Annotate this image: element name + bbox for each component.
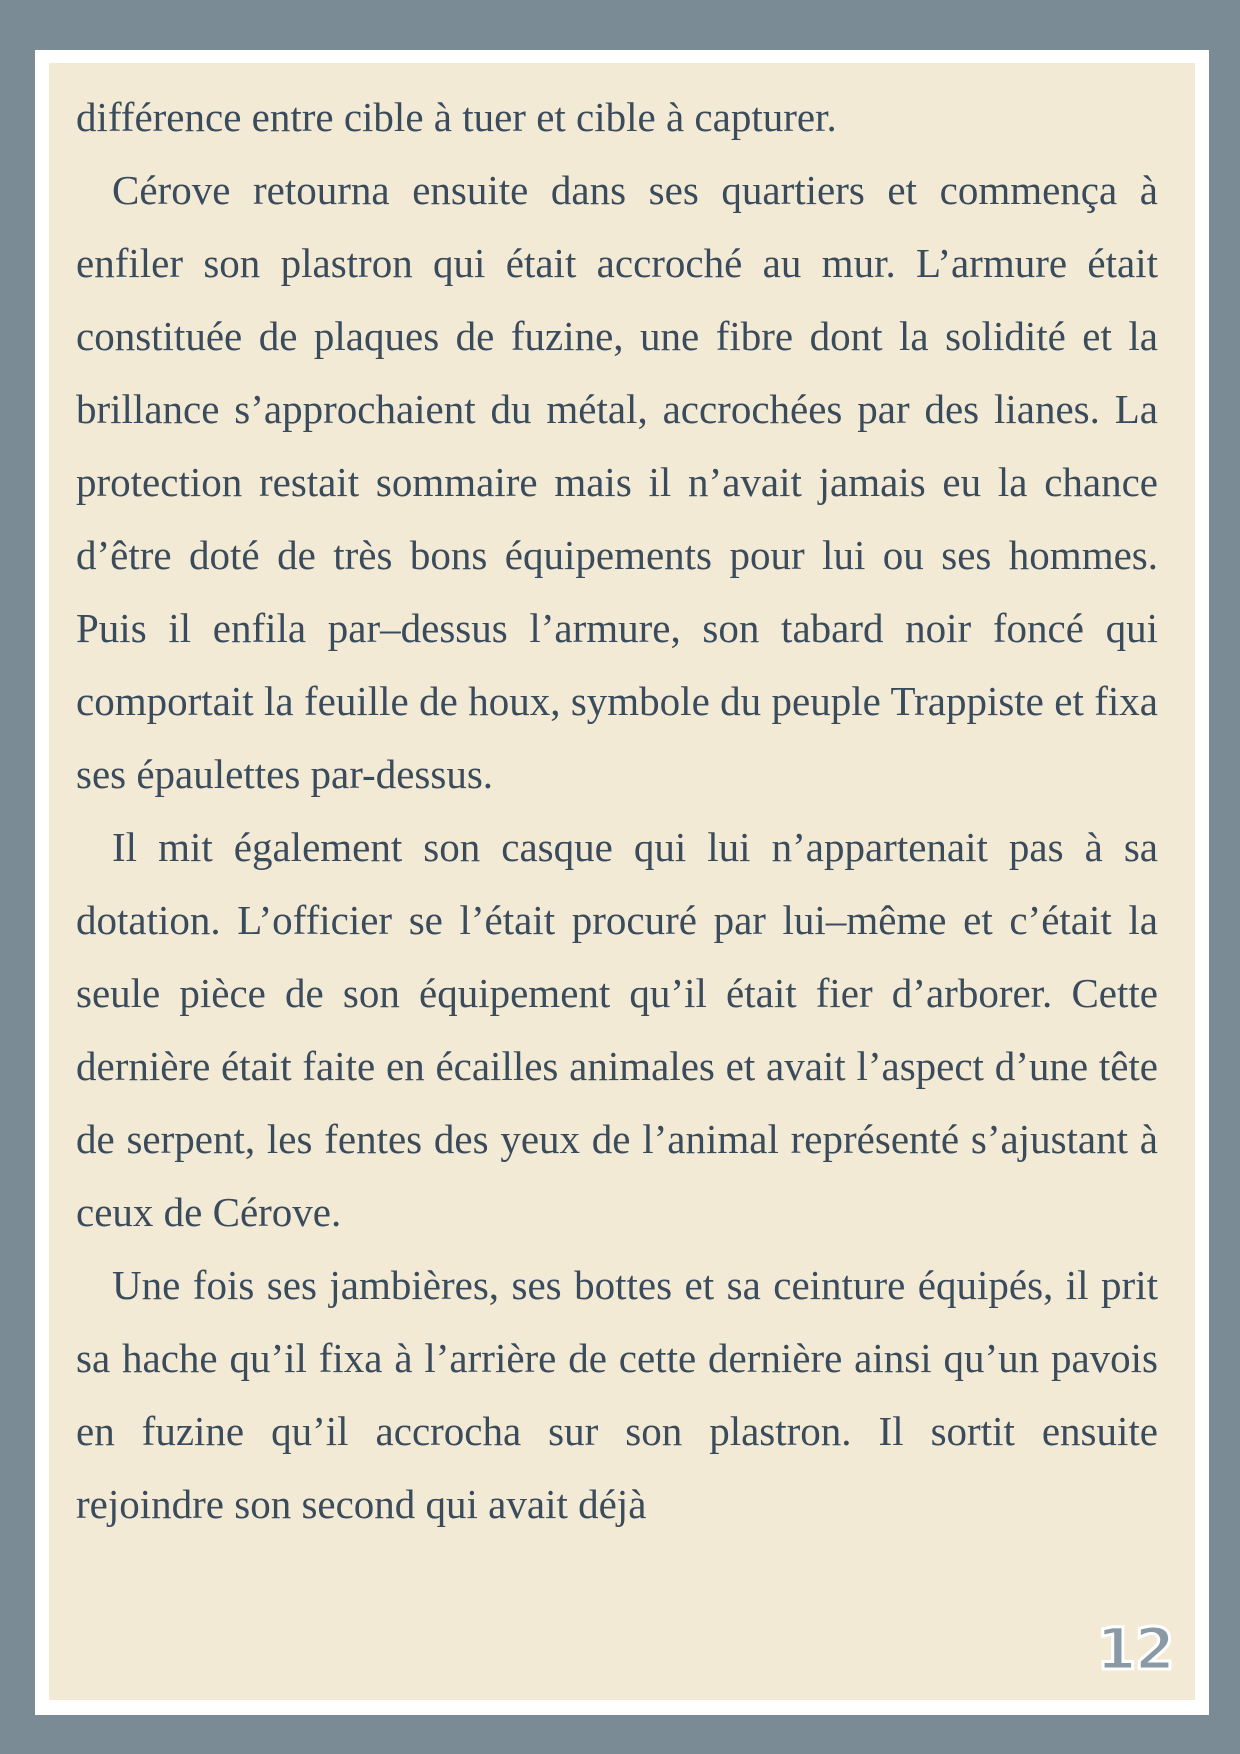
- paragraph-4: Une fois ses jambières, ses bottes et sa ceinture équipés, il prit sa hache qu’il fixa à l’arrière de cette dernière ainsi qu’un pavois en fuzine qu’il accrocha sur son plastron. Il sortit ensuite rejoindre son second qui avait déjà: [76, 1262, 1158, 1527]
- page-frame: [35, 50, 1209, 1715]
- page-content: [49, 63, 1195, 1700]
- page-number: 12: [1096, 1615, 1173, 1683]
- paragraph-2: Cérove retourna ensuite dans ses quartiers et commença à enfiler son plastron qui était accroché au mur. L’armure était constituée de plaques de fuzine, une fibre dont la solidité et la brillance s’approchaient du métal, accrochées par des lianes. La protection restait sommaire mais il n’avait jamais eu la chance d’être doté de très bons équipements pour lui ou ses hommes. Puis il enfila par–dessus l’armure, son tabard noir foncé qui comportait la feuille de houx, symbole du peuple Trappiste et fixa ses épaulettes par-dessus.: [76, 167, 1158, 797]
- paragraph-1: différence entre cible à tuer et cible à capturer.: [76, 94, 837, 140]
- body-text: [76, 81, 1158, 1541]
- paragraph-3: Il mit également son casque qui lui n’appartenait pas à sa dotation. L’officier se l’était procuré par lui–même et c’était la seule pièce de son équipement qu’il était fier d’arborer. Cette dernière était faite en écailles animales et avait l’aspect d’une tête de serpent, les fentes des yeux de l’animal représenté s’ajustant à ceux de Cérove.: [76, 824, 1158, 1235]
